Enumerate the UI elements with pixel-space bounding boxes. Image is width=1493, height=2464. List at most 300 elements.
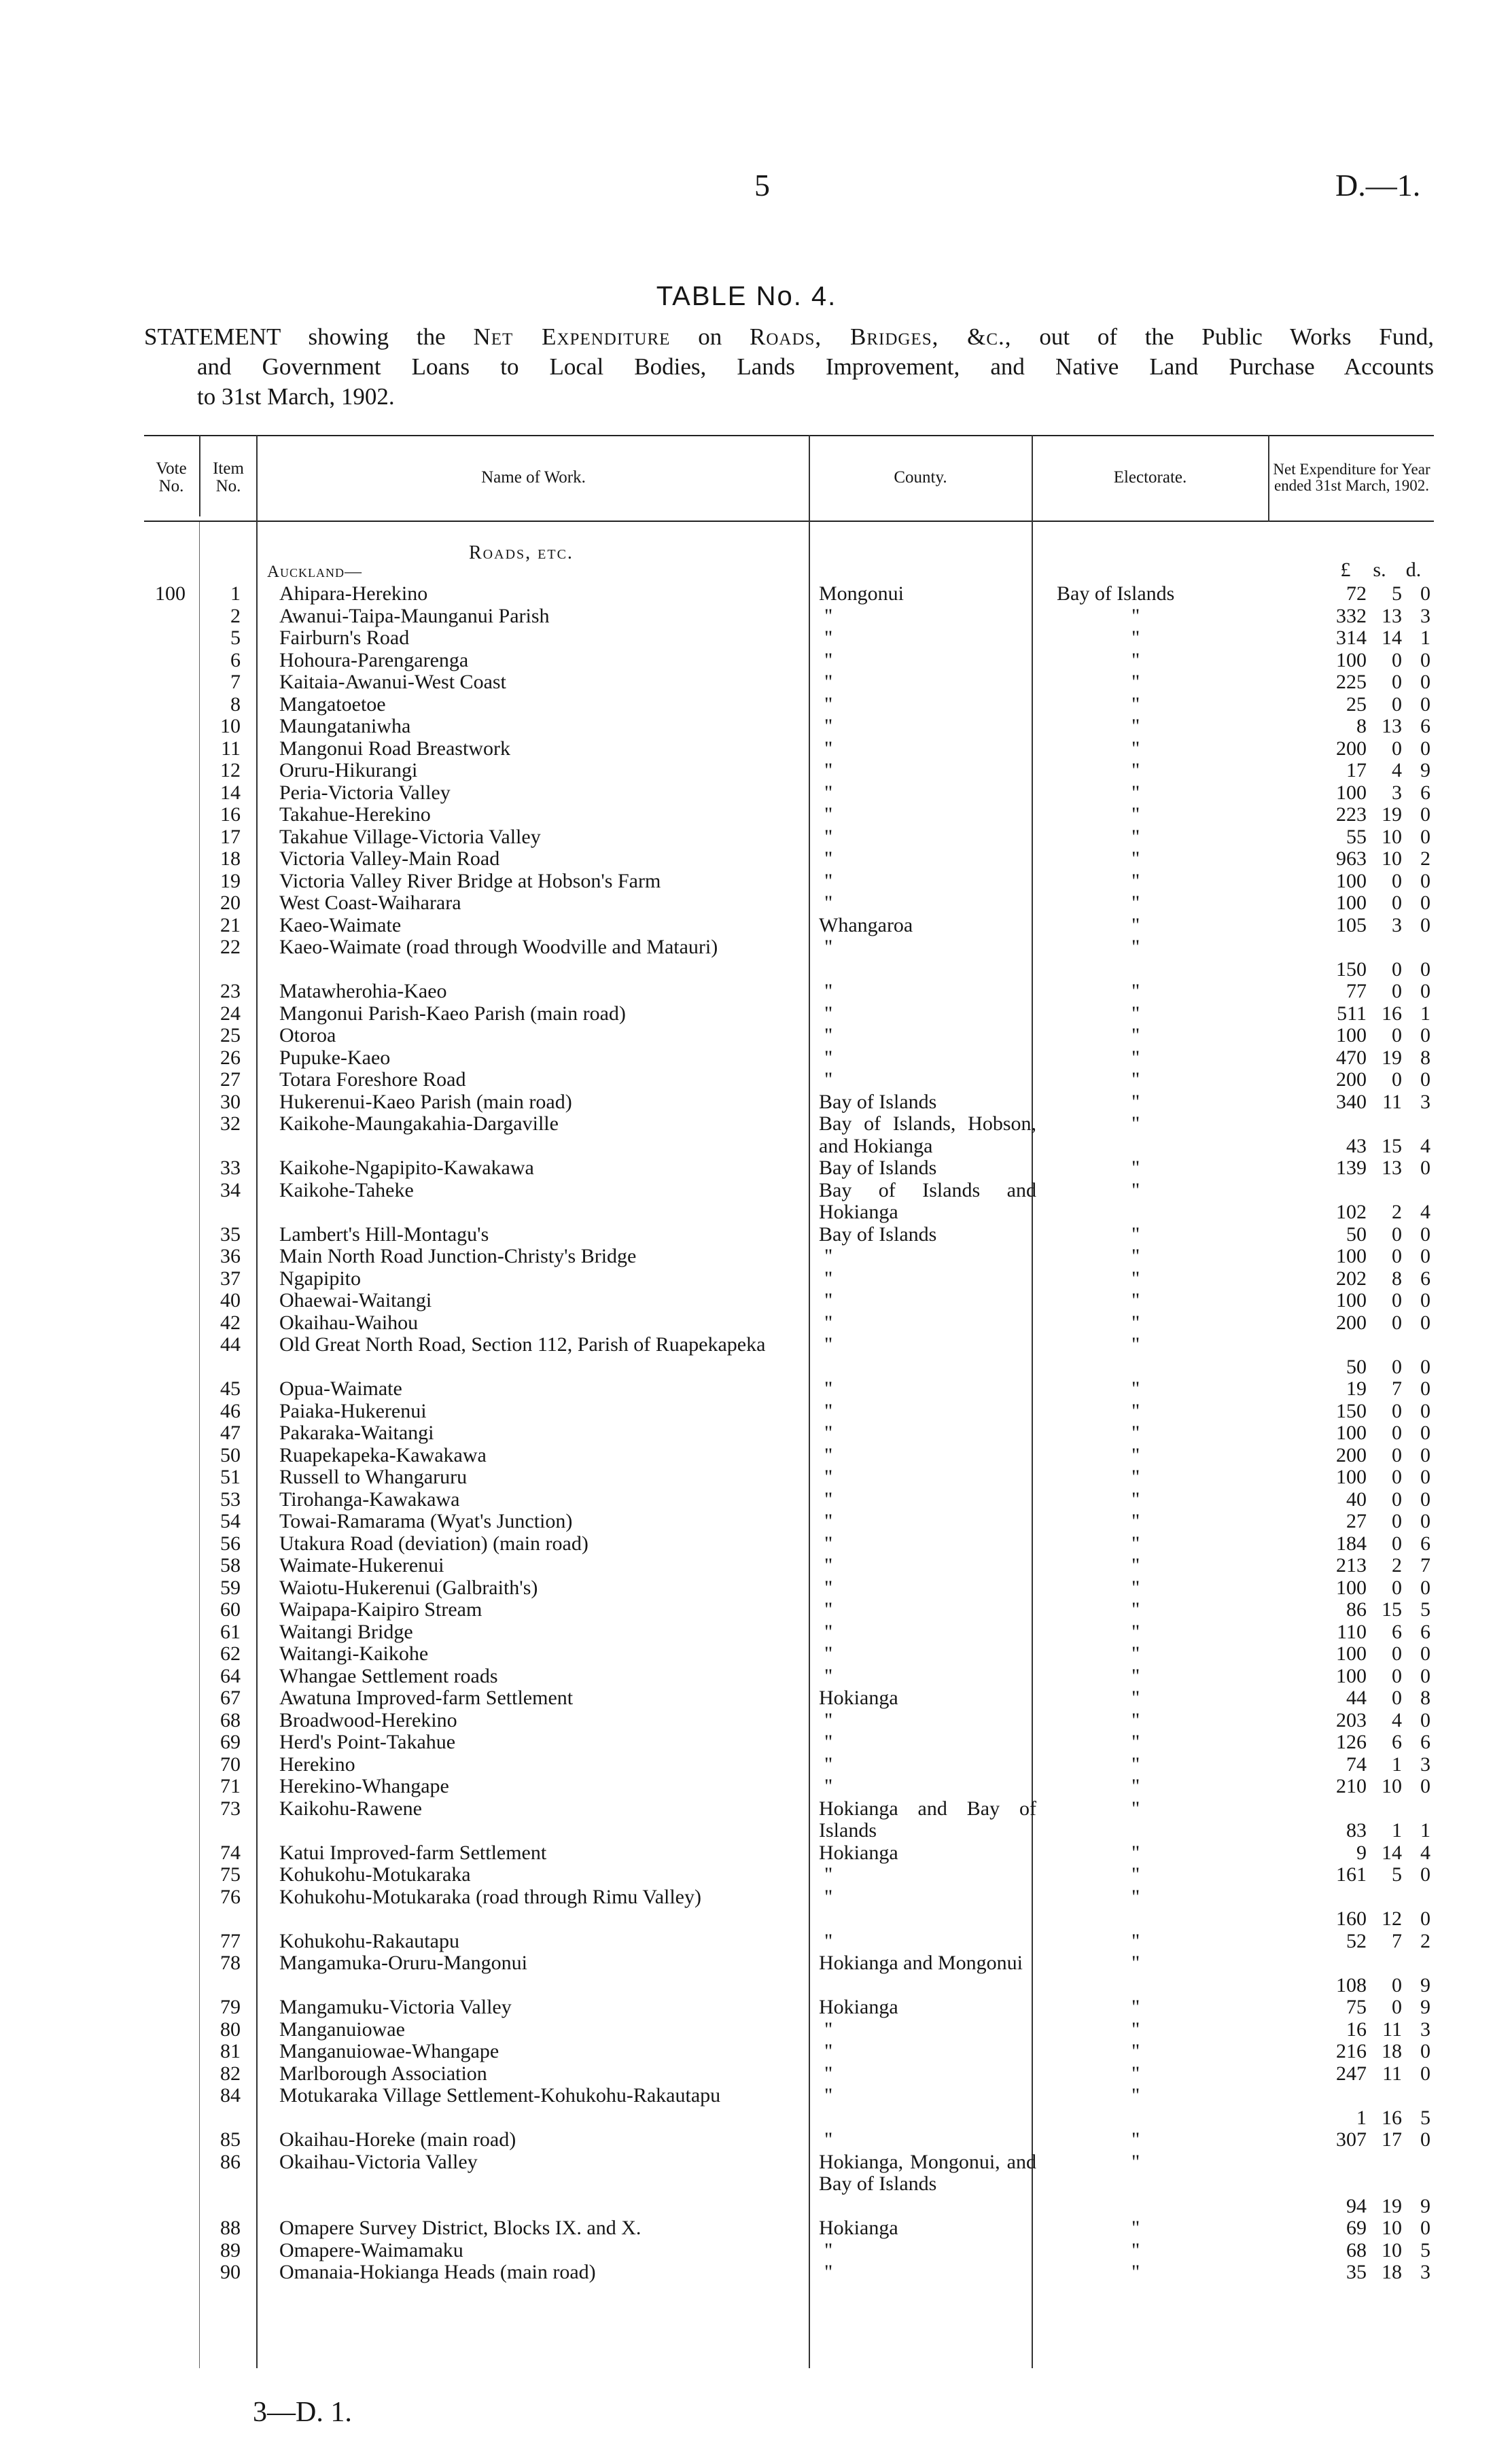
pounds: 108	[1336, 1973, 1367, 1996]
name-of-work: Fairburn's Road	[279, 627, 410, 649]
pence: 0	[1420, 1775, 1430, 1797]
electorate: "	[1131, 1532, 1140, 1555]
net-expenditure	[1278, 1731, 1430, 1754]
county: "	[824, 892, 833, 914]
item-number: 89	[220, 2238, 241, 2261]
item-number: 42	[220, 1311, 241, 1334]
county: "	[824, 1753, 833, 1776]
table-row	[0, 1687, 1493, 1710]
pence: 0	[1420, 1222, 1430, 1246]
pence: 6	[1420, 1267, 1430, 1290]
shillings: 10	[1382, 825, 1402, 848]
county: Bay of Islands	[819, 1090, 937, 1113]
pence: 9	[1420, 759, 1430, 781]
table-row	[0, 1599, 1493, 1621]
electorate: "	[1131, 692, 1140, 716]
net-expenditure	[1278, 1776, 1430, 1798]
county: Whangaroa	[819, 913, 913, 936]
net-expenditure	[1278, 981, 1430, 1003]
county: "	[824, 1377, 833, 1400]
net-expenditure	[1278, 1091, 1430, 1114]
electorate: "	[1131, 1002, 1140, 1025]
net-expenditure	[1278, 1136, 1430, 1158]
table-row	[0, 1511, 1493, 1533]
pounds: 307	[1336, 2128, 1367, 2151]
net-expenditure	[1278, 826, 1430, 849]
table-row	[0, 1555, 1493, 1577]
county: "	[824, 2062, 833, 2085]
pounds: 210	[1336, 1775, 1367, 1797]
name-of-work: Kaikohe-Maungakahia-Dargaville	[279, 1112, 559, 1135]
pence: 0	[1420, 1289, 1430, 1312]
pence: 0	[1420, 913, 1430, 936]
net-expenditure	[1278, 1864, 1430, 1886]
pence: 0	[1420, 803, 1430, 826]
pence: 0	[1420, 2217, 1430, 2239]
pence: 0	[1420, 869, 1430, 892]
electorate: "	[1131, 1112, 1140, 1135]
shillings: 0	[1392, 1996, 1402, 2018]
pounds: 16	[1346, 2018, 1367, 2041]
pounds: 100	[1336, 781, 1367, 804]
shillings: 18	[1382, 2261, 1402, 2283]
shillings: 0	[1392, 1510, 1402, 1532]
pounds: 100	[1336, 1024, 1367, 1046]
electorate: "	[1131, 1267, 1140, 1290]
statement-text: out of the Public Works Fund,	[1011, 323, 1434, 350]
county: "	[824, 1245, 833, 1267]
statement-net-expenditure: Net Expenditure	[473, 323, 671, 350]
electorate: "	[1131, 2128, 1140, 2151]
item-number: 7	[230, 671, 241, 693]
county: "	[824, 2261, 833, 2283]
item-number: 36	[220, 1245, 241, 1267]
table-row	[0, 826, 1493, 849]
net-expenditure	[1278, 1069, 1430, 1091]
pounds: 202	[1336, 1267, 1367, 1290]
name-of-work: Oruru-Hikurangi	[279, 759, 418, 781]
table-row	[0, 782, 1493, 805]
name-of-work: Mangatoetoe	[279, 692, 386, 716]
county: Hokianga	[819, 2217, 898, 2239]
electorate: "	[1131, 1797, 1140, 1820]
table-row	[0, 605, 1493, 628]
name-of-work: Ruapekapeka-Kawakawa	[279, 1443, 487, 1466]
county: "	[824, 1333, 833, 1356]
item-number: 78	[220, 1952, 241, 1974]
item-number: 68	[220, 1708, 241, 1731]
table-row	[0, 1666, 1493, 1688]
net-expenditure	[1278, 650, 1430, 672]
net-expenditure	[1278, 1401, 1430, 1423]
table-row	[0, 1113, 1493, 1157]
item-number: 54	[220, 1510, 241, 1532]
name-of-work: Utakura Road (deviation) (main road)	[279, 1532, 589, 1555]
pounds-heading: £	[1340, 559, 1351, 581]
electorate: "	[1131, 1708, 1140, 1731]
pence: 0	[1420, 1422, 1430, 1444]
electorate: "	[1131, 1885, 1140, 1908]
pounds: 1	[1356, 2106, 1367, 2129]
name-of-work: Awatuna Improved-farm Settlement	[279, 1687, 574, 1709]
item-number: 44	[220, 1333, 241, 1356]
electorate: "	[1131, 1731, 1140, 1753]
shillings: 0	[1392, 671, 1402, 693]
item-number: 90	[220, 2261, 241, 2283]
electorate: "	[1131, 1753, 1140, 1776]
net-expenditure	[1278, 1268, 1430, 1290]
section-heading: Roads, etc.	[469, 542, 574, 563]
table-row	[0, 1577, 1493, 1600]
pence: 0	[1420, 2128, 1430, 2151]
name-of-work: Pakaraka-Waitangi	[279, 1422, 434, 1444]
table-row	[0, 1489, 1493, 1511]
electorate: "	[1131, 604, 1140, 627]
pence: 2	[1420, 847, 1430, 870]
county: "	[824, 671, 833, 693]
pence: 5	[1420, 2238, 1430, 2261]
item-number: 40	[220, 1289, 241, 1312]
table-row	[0, 1466, 1493, 1489]
name-of-work: Lambert's Hill-Montagu's	[279, 1222, 489, 1246]
net-expenditure	[1278, 1312, 1430, 1335]
name-of-work: Waitangi Bridge	[279, 1620, 413, 1643]
shillings: 0	[1392, 1466, 1402, 1488]
item-number: 56	[220, 1532, 241, 1555]
table-row	[0, 870, 1493, 893]
table-row	[0, 1025, 1493, 1047]
pence: 0	[1420, 1377, 1430, 1400]
net-expenditure	[1278, 694, 1430, 716]
expenditure-table-body	[0, 583, 1493, 2284]
pence: 0	[1420, 1863, 1430, 1886]
document-code: D.—1.	[1335, 168, 1421, 203]
pence: 1	[1420, 1002, 1430, 1025]
table-row	[0, 915, 1493, 937]
name-of-work: Victoria Valley River Bridge at Hobson's Farm	[279, 869, 661, 892]
net-expenditure	[1278, 2019, 1430, 2041]
shillings: 0	[1392, 1488, 1402, 1511]
name-of-work: Kaitaia-Awanui-West Coast	[279, 671, 506, 693]
county: Bay of Islands, Hobson, and Hokianga	[819, 1112, 1036, 1157]
item-number: 16	[220, 803, 241, 826]
pounds: 126	[1336, 1731, 1367, 1753]
table-row	[0, 1842, 1493, 1865]
county: "	[824, 1024, 833, 1046]
electorate: "	[1131, 2018, 1140, 2041]
electorate: "	[1131, 2150, 1140, 2173]
shillings: 5	[1392, 1863, 1402, 1886]
item-number: 84	[220, 2084, 241, 2107]
electorate: "	[1131, 1422, 1140, 1444]
county: "	[824, 1399, 833, 1422]
county: "	[824, 2040, 833, 2062]
pence: 1	[1420, 1819, 1430, 1842]
shillings: 6	[1392, 1620, 1402, 1643]
electorate: "	[1131, 1068, 1140, 1091]
table-row	[0, 2085, 1493, 2129]
table-row	[0, 936, 1493, 981]
item-number: 74	[220, 1841, 241, 1864]
pence: 0	[1420, 1907, 1430, 1930]
shillings: 11	[1382, 1090, 1402, 1113]
table-row	[0, 2129, 1493, 2151]
electorate: "	[1131, 1090, 1140, 1113]
item-number: 22	[220, 936, 241, 958]
shillings: 10	[1382, 847, 1402, 870]
item-number: 79	[220, 1996, 241, 2018]
name-of-work: Broadwood-Herekino	[279, 1708, 457, 1731]
county: "	[824, 1311, 833, 1334]
county: "	[824, 1642, 833, 1665]
electorate: "	[1131, 1488, 1140, 1511]
shillings: 0	[1392, 1355, 1402, 1378]
shillings: 7	[1392, 1377, 1402, 1400]
electorate: "	[1131, 980, 1140, 1002]
county: Hokianga, Mongonui, and Bay of Islands	[819, 2150, 1036, 2195]
net-expenditure	[1278, 1533, 1430, 1555]
column-rule	[199, 435, 200, 516]
shillings: 5	[1392, 582, 1402, 605]
county: Hokianga	[819, 1687, 898, 1709]
name-of-work: Kohukohu-Motukaraka (road through Rimu Valley)	[279, 1885, 701, 1908]
shillings: 13	[1382, 604, 1402, 627]
net-expenditure	[1278, 716, 1430, 738]
net-expenditure	[1278, 870, 1430, 893]
net-expenditure	[1278, 1621, 1430, 1644]
item-number: 37	[220, 1267, 241, 1290]
pounds: 9	[1356, 1841, 1367, 1864]
name-of-work: Mangonui Road Breastwork	[279, 737, 510, 760]
county: "	[824, 1002, 833, 1025]
shillings: 15	[1382, 1598, 1402, 1621]
pence: 0	[1420, 892, 1430, 914]
shillings: 16	[1382, 2106, 1402, 2129]
net-expenditure	[1278, 1466, 1430, 1489]
net-expenditure	[1278, 2129, 1430, 2151]
net-expenditure	[1278, 959, 1430, 981]
electorate: "	[1131, 1046, 1140, 1069]
pounds: 200	[1336, 1443, 1367, 1466]
statement-line-3: to 31st March, 1902.	[197, 383, 395, 410]
electorate: "	[1131, 759, 1140, 781]
table-row	[0, 1312, 1493, 1335]
name-of-work: Ahipara-Herekino	[279, 582, 428, 605]
table-row	[0, 1931, 1493, 1953]
net-expenditure	[1278, 1290, 1430, 1312]
name-of-work: Waimate-Hukerenui	[279, 1554, 444, 1577]
county: "	[824, 1466, 833, 1488]
statement-roads-bridges: Roads, Bridges, &c.,	[750, 323, 1012, 350]
table-row	[0, 1798, 1493, 1842]
table-row	[0, 650, 1493, 672]
shillings: 0	[1392, 737, 1402, 760]
header-net-expenditure: Net Expenditure for Year ended 31st March, 1902.	[1273, 461, 1430, 494]
pounds: 19	[1346, 1377, 1367, 1400]
pence: 0	[1420, 648, 1430, 671]
shillings: 4	[1392, 1708, 1402, 1731]
table-row	[0, 1886, 1493, 1931]
pounds: 139	[1336, 1157, 1367, 1179]
name-of-work: Kaeo-Waimate	[279, 913, 402, 936]
electorate: "	[1131, 847, 1140, 870]
county: Bay of Islands	[819, 1157, 937, 1179]
pounds: 100	[1336, 1642, 1367, 1665]
shillings: 2	[1392, 1201, 1402, 1223]
shillings: 0	[1392, 692, 1402, 716]
item-number: 76	[220, 1885, 241, 1908]
item-number: 71	[220, 1775, 241, 1797]
item-number: 8	[230, 692, 241, 716]
county: "	[824, 1731, 833, 1753]
shillings: 13	[1382, 715, 1402, 737]
item-number: 81	[220, 2040, 241, 2062]
electorate: "	[1131, 892, 1140, 914]
table-row	[0, 1952, 1493, 1996]
table-row	[0, 1445, 1493, 1467]
pence: 6	[1420, 781, 1430, 804]
county: "	[824, 803, 833, 826]
pence: 0	[1420, 1355, 1430, 1378]
name-of-work: Herd's Point-Takahue	[279, 1731, 456, 1753]
pounds: 55	[1346, 825, 1367, 848]
county: "	[824, 1664, 833, 1687]
name-of-work: Tirohanga-Kawakawa	[279, 1488, 460, 1511]
shillings: 2	[1392, 1554, 1402, 1577]
item-number: 6	[230, 648, 241, 671]
pounds: 100	[1336, 869, 1367, 892]
name-of-work: Kaikohe-Taheke	[279, 1178, 414, 1201]
pounds: 100	[1336, 1664, 1367, 1687]
header-item: Item No.	[213, 459, 244, 495]
item-number: 46	[220, 1399, 241, 1422]
pence: 0	[1420, 1157, 1430, 1179]
shillings: 0	[1392, 1068, 1402, 1091]
net-expenditure	[1278, 1422, 1430, 1445]
table-row	[0, 1401, 1493, 1423]
county: "	[824, 1775, 833, 1797]
pence: 0	[1420, 1576, 1430, 1599]
net-expenditure	[1278, 1975, 1430, 1997]
item-number: 88	[220, 2217, 241, 2239]
name-of-work: Omanaia-Hokianga Heads (main road)	[279, 2261, 596, 2283]
item-number: 32	[220, 1112, 241, 1135]
name-of-work: Ngapipito	[279, 1267, 361, 1290]
table-row	[0, 981, 1493, 1003]
electorate: "	[1131, 1443, 1140, 1466]
net-expenditure	[1278, 915, 1430, 937]
table-row	[0, 1003, 1493, 1025]
county: "	[824, 1554, 833, 1577]
shillings: 0	[1392, 1443, 1402, 1466]
net-expenditure	[1278, 848, 1430, 870]
pence: 0	[1420, 692, 1430, 716]
pounds: 200	[1336, 1311, 1367, 1334]
shillings: 0	[1392, 1222, 1402, 1246]
pounds: 25	[1346, 692, 1367, 716]
electorate: "	[1131, 1929, 1140, 1952]
electorate: "	[1131, 1664, 1140, 1687]
shillings: 0	[1392, 1311, 1402, 1334]
item-number: 21	[220, 913, 241, 936]
pounds: 44	[1346, 1687, 1367, 1709]
item-number: 11	[221, 737, 241, 760]
net-expenditure	[1278, 1687, 1430, 1710]
pence: 0	[1420, 1399, 1430, 1422]
pounds: 86	[1346, 1598, 1367, 1621]
shillings: 0	[1392, 892, 1402, 914]
shillings: 0	[1392, 1576, 1402, 1599]
pence: 8	[1420, 1687, 1430, 1709]
pounds: 314	[1336, 627, 1367, 649]
name-of-work: Kohukohu-Rakautapu	[279, 1929, 459, 1952]
name-of-work: Takahue-Herekino	[279, 803, 431, 826]
net-expenditure	[1278, 1445, 1430, 1467]
pounds: 105	[1336, 913, 1367, 936]
electorate: "	[1131, 781, 1140, 804]
pounds: 161	[1336, 1863, 1367, 1886]
pence: 3	[1420, 604, 1430, 627]
name-of-work: Omapere-Waimamaku	[279, 2238, 463, 2261]
electorate: Bay of Islands	[1057, 582, 1175, 605]
table-row	[0, 892, 1493, 915]
net-expenditure	[1278, 2063, 1430, 2085]
table-row	[0, 1180, 1493, 1224]
county: Hokianga	[819, 1841, 898, 1864]
item-number: 17	[220, 825, 241, 848]
pounds: 150	[1336, 1399, 1367, 1422]
county: "	[824, 869, 833, 892]
net-expenditure	[1278, 1908, 1430, 1931]
county: Hokianga	[819, 1996, 898, 2018]
item-number: 2	[230, 604, 241, 627]
county: Hokianga and Bay of Islands	[819, 1797, 1036, 1842]
pence: 3	[1420, 2018, 1430, 2041]
pounds: 340	[1336, 1090, 1367, 1113]
name-of-work: Omapere Survey District, Blocks IX. and X.	[279, 2217, 642, 2239]
table-row	[0, 1334, 1493, 1378]
net-expenditure	[1278, 1931, 1430, 1953]
pounds: 50	[1346, 1355, 1367, 1378]
name-of-work: Takahue Village-Victoria Valley	[279, 825, 541, 848]
item-number: 59	[220, 1576, 241, 1599]
name-of-work: Old Great North Road, Section 112, Parish of Ruapekapeka	[279, 1333, 766, 1356]
table-row	[0, 2240, 1493, 2262]
electorate: "	[1131, 2217, 1140, 2239]
electorate: "	[1131, 1576, 1140, 1599]
shillings: 0	[1392, 957, 1402, 981]
name-of-work: Hohoura-Parengarenga	[279, 648, 469, 671]
net-expenditure	[1278, 671, 1430, 694]
name-of-work: Main North Road Junction-Christy's Bridge	[279, 1245, 637, 1267]
statement-line-2: and Government Loans to Local Bodies, Lands Improvement, and Native Land Purchase Accounts	[197, 353, 1434, 380]
pounds: 17	[1346, 759, 1367, 781]
name-of-work: Waitangi-Kaikohe	[279, 1642, 429, 1665]
pence: 8	[1420, 1046, 1430, 1069]
table-row	[0, 848, 1493, 870]
name-of-work: Pupuke-Kaeo	[279, 1046, 391, 1069]
electorate: "	[1131, 2040, 1140, 2062]
county: "	[824, 1046, 833, 1069]
electorate: "	[1131, 671, 1140, 693]
county: Hokianga and Mongonui	[819, 1952, 1023, 1974]
shillings: 0	[1392, 1642, 1402, 1665]
net-expenditure	[1278, 1157, 1430, 1180]
name-of-work: Kohukohu-Motukaraka	[279, 1863, 471, 1886]
pounds: 213	[1336, 1554, 1367, 1577]
shillings: 0	[1392, 1422, 1402, 1444]
electorate: "	[1131, 1289, 1140, 1312]
